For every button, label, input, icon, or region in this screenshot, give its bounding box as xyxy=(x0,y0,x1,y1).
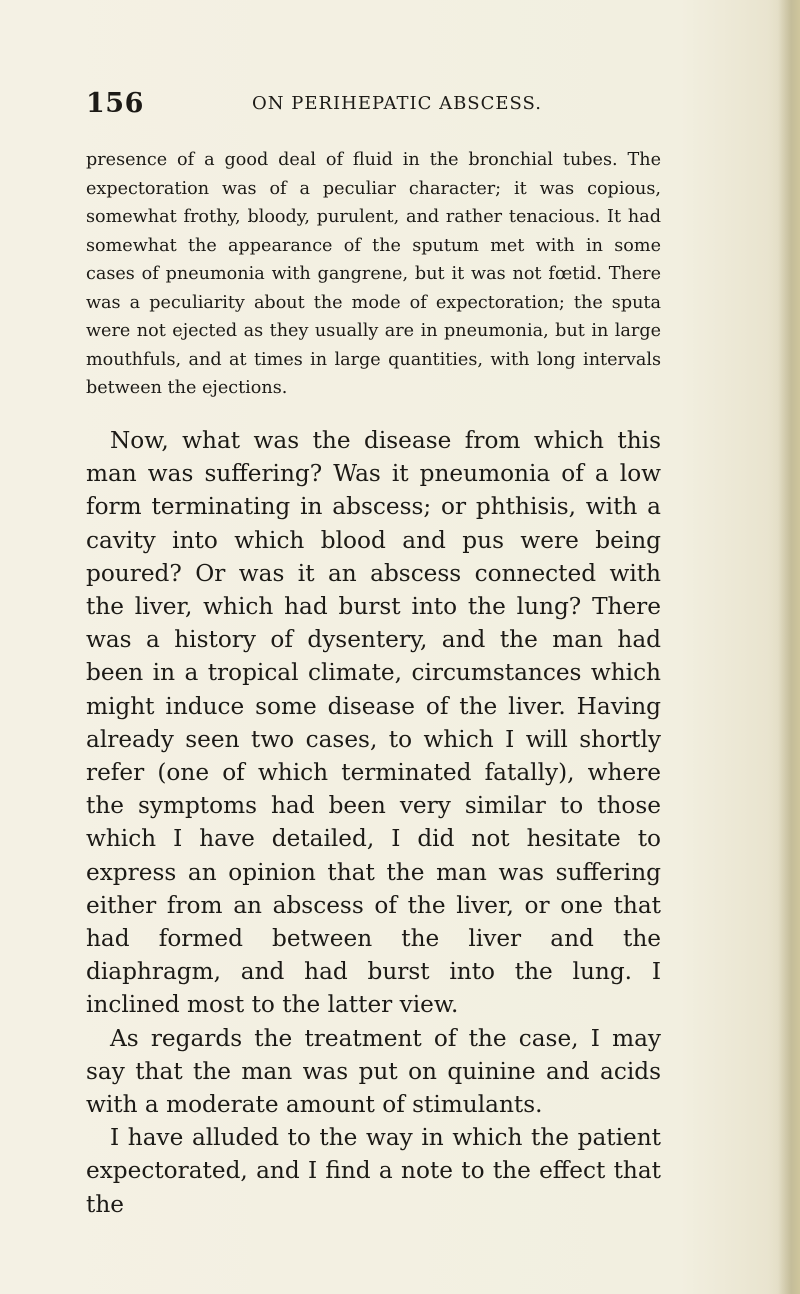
paragraph-continued: presence of a good deal of fluid in the bronchial tubes. The expectoration was of a peculiar character; it was copious, somewhat frothy, bloody, purulent, and rather tenacious. It had somewhat the appearance of the sputum met with in some cases of pneumonia with gangrene, but it was not fœtid. There was a peculiarity about the mode of expectoration; the sputa were not ejected as they usually are in pneumonia, but in large mouthfuls, and at times in large quantities, with long intervals between the ejections. xyxy=(86,150,661,398)
continued-paragraph-block xyxy=(86,146,661,403)
running-head: ON PERIHEPATIC ABSCESS. xyxy=(252,93,542,114)
paragraph-expectoration-note: I have alluded to the way in which the patient expectorated, and I find a note to the effect that the xyxy=(86,1124,661,1218)
paragraph-treatment: As regards the treatment of the case, I may say that the man was put on quinine and acids with a moderate amount of stimulants. xyxy=(86,1024,661,1119)
paragraph-disease-question: Now, what was the disease from which this man was suffering? Was it pneumonia of a low form terminating in abscess; or phthisis, with a cavity into which blood and pus were being poured? Or was it an abscess connected with the liver, which had burst into the lung? There was a history of dysentery, and the man had been in a tropical climate, circumstances which might induce some disease of the liver. Having already seen two cases, to which I will shortly refer (one of which terminated fatally), where the symptoms had been very similar to those which I have detailed, I did not hesitate to express an opinion that the man was suffering either from an abscess of the liver, or one that had formed between the liver and the diaphragm, and had burst into the lung. I inclined most to the latter view. xyxy=(86,427,661,1019)
page-header xyxy=(86,88,706,122)
page-number: 156 xyxy=(86,88,144,119)
page-edge-shadow xyxy=(778,0,800,1294)
main-text-block xyxy=(86,424,661,1221)
